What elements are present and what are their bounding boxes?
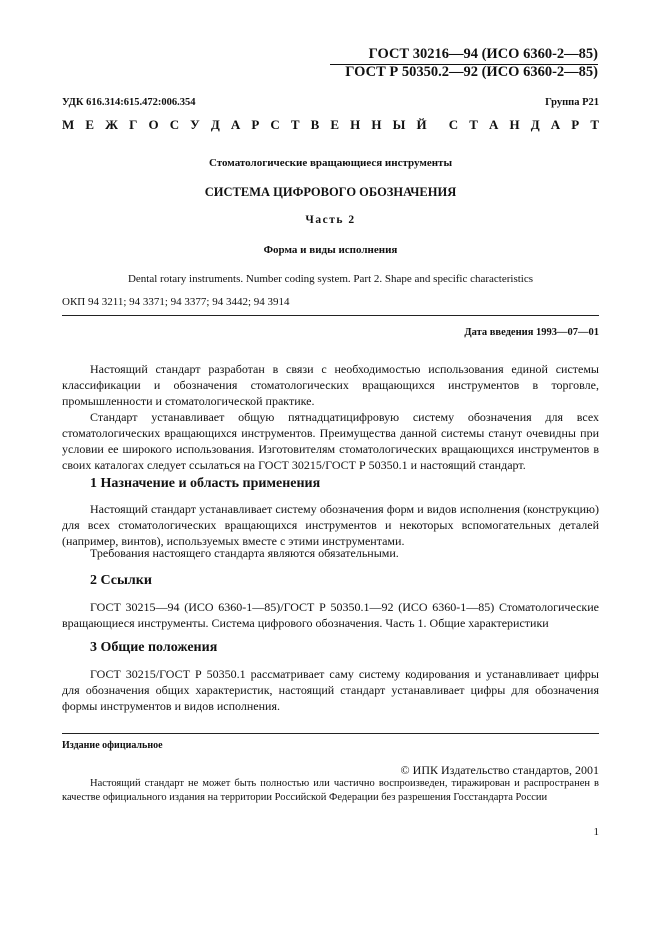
banner-letter: С <box>270 117 280 132</box>
standard-number-2: ГОСТ Р 50350.2—92 (ИСО 6360-2—85) <box>345 64 598 80</box>
banner-letter: Р <box>571 117 580 132</box>
standard-number-1: ГОСТ 30216—94 (ИСО 6360-2—85) <box>368 46 598 62</box>
banner-letter: Д <box>210 117 220 132</box>
banner-letter: Е <box>330 117 340 132</box>
banner-letter: У <box>190 117 200 132</box>
banner-letter: Т <box>290 117 300 132</box>
banner-letter: Ы <box>392 117 406 132</box>
banner-letter: А <box>230 117 241 132</box>
section-2-paragraph: ГОСТ 30215—94 (ИСО 6360-1—85)/ГОСТ Р 50350.1—92 (ИСО 6360-1—85) Стоматологические вращающиеся инструменты. Система цифрового обозначения. Часть 1. Общие характеристики <box>62 600 599 630</box>
header-divider <box>62 315 599 316</box>
section-3-heading: 3 Общие положения <box>90 640 218 655</box>
document-subtitle: Форма и виды исполнения <box>263 244 398 256</box>
official-edition-label: Издание официальное <box>62 740 163 751</box>
intro-paragraph-1: Настоящий стандарт разработан в связи с необходимостью использования единой системы классификации и обозначения стоматологических вращающихся инструментов в торговле, промышленности и стоматологической практике. <box>62 362 599 408</box>
banner-letter: Т <box>469 117 478 132</box>
copyright-notice: © ИПК Издательство стандартов, 2001 <box>400 763 599 777</box>
banner-letter: Н <box>350 117 361 132</box>
english-title: Dental rotary instruments. Number coding system. Part 2. Shape and specific characteristics <box>127 273 534 285</box>
section-3-paragraph: ГОСТ 30215/ГОСТ Р 50350.1 рассматривает саму систему кодирования и устанавливает цифры для обозначения общих характеристик, настоящий стандарт устанавливает цифры для обозначения формы инструментов и видов исполнения. <box>62 667 599 713</box>
banner-letter: О <box>148 117 159 132</box>
section-2-heading: 2 Ссылки <box>90 573 152 588</box>
banner-letter: М <box>62 117 75 132</box>
interstate-standard-banner <box>62 117 599 133</box>
banner-letter: Н <box>371 117 382 132</box>
okp-codes: ОКП 94 3211; 94 3371; 94 3377; 94 3442; 94 3914 <box>62 296 290 308</box>
banner-letter: А <box>550 117 561 132</box>
intro-paragraph-2: Стандарт устанавливает общую пятнадцатицифровую систему обозначения для всех стоматологических вращающихся инструментов. Преимущества данной системы станут очевидны при условии ее широкого использования. Изготовителям стоматологических вращающихся инструментов в своих каталогах следует ссылаться на ГОСТ 30215/ГОСТ Р 50350.1 и настоящий стандарт. <box>62 410 599 472</box>
footer-divider <box>62 733 599 734</box>
reproduction-notice: Настоящий стандарт не может быть полностью или частично воспроизведен, тиражирован и распространен в качестве официального издания на территории Российской Федерации без разрешения Госстандарта России <box>62 778 599 803</box>
section-1-paragraph-2: Требования настоящего стандарта являются обязательными. <box>90 546 399 560</box>
group-code: Группа Р21 <box>545 97 599 108</box>
banner-letter: С <box>169 117 180 132</box>
banner-letter: А <box>489 117 499 132</box>
banner-letter: С <box>448 117 459 132</box>
part-number: Часть 2 <box>305 214 356 226</box>
section-1-heading: 1 Назначение и область применения <box>90 476 321 491</box>
banner-letter: Г <box>129 117 138 132</box>
banner-letter: Т <box>590 117 599 132</box>
banner-letter: Д <box>530 117 540 132</box>
page-number: 1 <box>593 826 599 838</box>
introduction-date: Дата введения 1993—07—01 <box>464 327 599 338</box>
banner-letter: Р <box>251 117 260 132</box>
banner-letter: Ж <box>105 117 118 132</box>
document-subject: Стоматологические вращающиеся инструменты <box>208 157 453 169</box>
banner-letter: В <box>310 117 320 132</box>
section-1-paragraph-1: Настоящий стандарт устанавливает систему обозначения форм и видов исполнения (конструкцию) для всех стоматологических вращающихся инструментов и некоторых вспомогательных деталей (например, винтов), используемых вместе с этими инструментами. <box>62 502 599 548</box>
banner-letter: Н <box>509 117 520 132</box>
document-title: СИСТЕМА ЦИФРОВОГО ОБОЗНАЧЕНИЯ <box>204 185 457 199</box>
banner-letter: Й <box>416 117 427 132</box>
udk-code: УДК 616.314:615.472:006.354 <box>62 97 196 108</box>
banner-letter: Е <box>85 117 95 132</box>
